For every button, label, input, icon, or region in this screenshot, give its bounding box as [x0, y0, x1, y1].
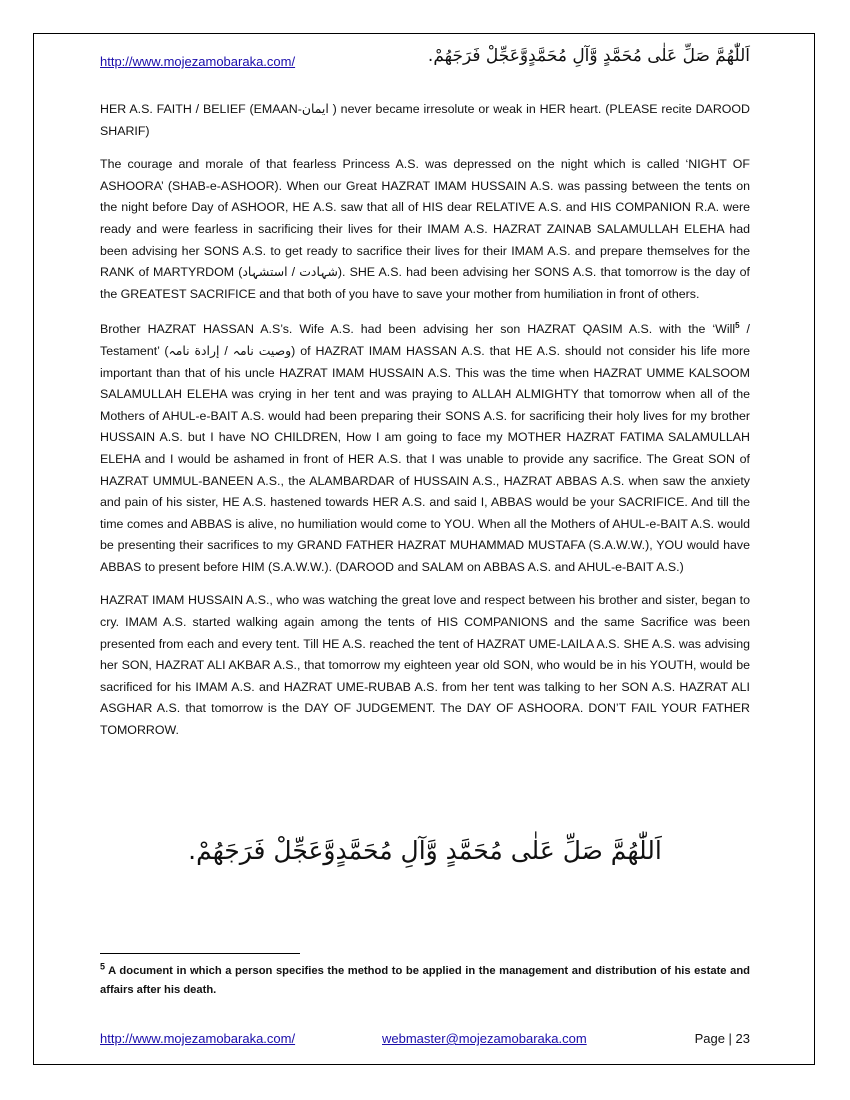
- paragraph-night-of-ashoora: The courage and morale of that fearless Princess A.S. was depressed on the night which is called ‘NIGHT OF ASHOORA’ (SHAB-e-ASHOOR). When our Great HAZRAT IMAM HUSSAIN A.S. was passing between the tents on the night before Day of ASHOOR, HE A.S. saw that all of HIS dear RELATIVE A.S. and HIS COMPANION R.A. were ready and were fearless in sacrificing their lives for their IMAM A.S. HAZRAT ZAINAB SALAMULLAH ELEHA had been advising her SONS A.S. to get ready to sacrifice their lives for their IMAM A.S. and prepare themselves for the RANK of MARTYRDOM (شہادت / استشہاد). SHE A.S. had been advising her SONS A.S. that tomorrow is the day of the GREATEST SACRIFICE and that both of you have to save your mother from humiliation in front of others.: [100, 157, 750, 301]
- header-website-link[interactable]: http://www.mojezamobaraka.com/: [100, 54, 296, 69]
- header-arabic-salawat: اَللّٰهُمَّ صَلِّ عَلٰى مُحَمَّدٍ وَّآلِ مُحَمَّدٍوَّعَجِّلْ فَرَجَهُمْ.: [427, 46, 750, 66]
- paragraph-hazrat-qasim: [100, 319, 750, 578]
- footnote-text: A document in which a person specifies the method to be applied in the management and distribution of his estate and affairs after his death.: [100, 965, 750, 996]
- footnote-reference[interactable]: 5: [735, 321, 740, 331]
- footnote-number: 5: [100, 961, 106, 972]
- paragraph-qasim-text-1: Brother HAZRAT HASSAN A.S’s. Wife A.S. had been advising her son HAZRAT QASIM A.S. with the ‘Will: [100, 322, 736, 337]
- main-content: [100, 99, 750, 754]
- paragraph-faith: HER A.S. FAITH / BELIEF (EMAAN-ایمان ) never became irresolute or weak in HER heart. (PLEASE recite DAROOD SHARIF): [100, 102, 750, 138]
- footnote: [100, 962, 750, 1000]
- page-number: Page | 23: [694, 1031, 750, 1046]
- paragraph-imam-hussain-tents: HAZRAT IMAM HUSSAIN A.S., who was watching the great love and respect between his brother and sister, began to cry. IMAM A.S. started walking again among the tents of HIS COMPANIONS and the same Sacrifice was been presented from each and every tent. Till HE A.S. reached the tent of HAZRAT UME-LAILA A.S. SHE A.S. was advising her SON, HAZRAT ALI AKBAR A.S., that tomorrow my eighteen year old SON, who would be in his YOUTH, would be sacrificed for his IMAM A.S. and HAZRAT UME-RUBAB A.S. from her tent was talking to her SON A.S. HAZRAT ALI ASGHAR A.S. that tomorrow is the DAY OF JUDGEMENT. The DAY OF ASHOORA. DON’T FAIL YOUR FATHER TOMORROW.: [100, 593, 750, 738]
- footer-email-link[interactable]: webmaster@mojezamobaraka.com: [382, 1031, 587, 1046]
- paragraph-qasim-text-2: / Testament’ (وصیت نامہ / إرادة نامہ) of HAZRAT IMAM HASSAN A.S. that HE A.S. should not consider his life more important than that of his uncle HAZRAT IMAM HUSSAIN A.S. This was the time when HAZRAT UMME KALSOOM SALAMULLAH ELEHA was crying in her tent and was praying to ALLAH ALMIGHTY that tomorrow when all of the Mothers of AHUL-e-BAIT A.S. would had been preparing their SONS A.S. for sacrificing their holy lives for my brother HUSSAIN A.S. but I have NO CHILDREN, How I am going to face my MOTHER HAZRAT FATIMA SALAMULLAH ELEHA and I would be ashamed in front of HER A.S. that I was unable to provide any sacrifice. The Great SON of HAZRAT UMMUL-BANEEN A.S., the ALAMBARDAR of HUSSAIN A.S., HAZRAT ABBAS A.S. when saw the anxiety and pain of his sister, HE A.S. hastened towards HER A.S. and said I, ABBAS would be your SACRIFICE. And till the time comes and ABBAS is alive, no humiliation would come to YOU. When all the Mothers of AHUL-e-BAIT A.S. would be presenting their sacrifices to my GRAND FATHER HAZRAT MUHAMMAD MUSTAFA (S.A.W.W.), YOU would have ABBAS to present before HIM (S.A.W.W.). (DAROOD and SALAM on ABBAS A.S. and AHUL-e-BAIT A.S.): [100, 322, 750, 574]
- center-arabic-salawat: اَللّٰهُمَّ صَلِّ عَلٰى مُحَمَّدٍ وَّآلِ مُحَمَّدٍوَّعَجِّلْ فَرَجَهُمْ.: [188, 836, 662, 865]
- footnote-divider: [100, 953, 300, 954]
- footer-website-link[interactable]: http://www.mojezamobaraka.com/: [100, 1031, 296, 1046]
